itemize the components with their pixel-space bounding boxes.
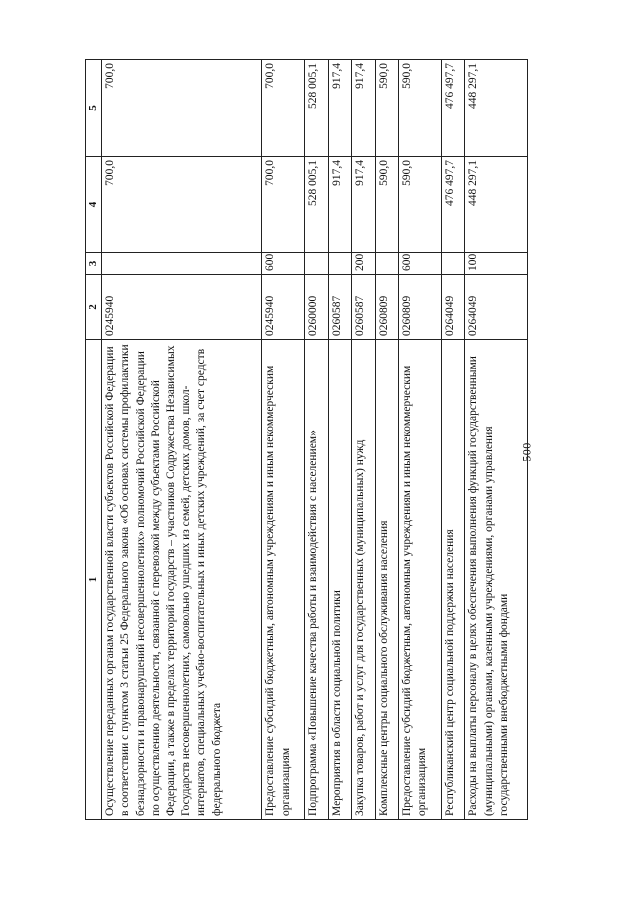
row-code: 0245940 <box>102 275 262 340</box>
row-code: 0245940 <box>262 275 305 340</box>
header-col-2: 2 <box>86 275 102 340</box>
budget-table-container <box>85 60 528 820</box>
page-number: 500 <box>519 442 534 462</box>
row-code: 0260809 <box>375 275 398 340</box>
row-col4: 448 297,1 <box>465 157 528 253</box>
row-code: 0260809 <box>399 275 442 340</box>
table-row <box>305 60 328 820</box>
table-row <box>262 60 305 820</box>
header-col-3: 3 <box>86 253 102 275</box>
row-col4: 700,0 <box>102 157 262 253</box>
row-kind: 100 <box>465 253 528 275</box>
row-kind <box>328 253 351 275</box>
row-col5: 590,0 <box>399 60 442 157</box>
row-name: Подпрограмма «Повышение качества работы и взаимодействия с населением» <box>305 340 328 820</box>
row-col4: 476 497,7 <box>442 157 465 253</box>
row-name: Закупка товаров, работ и услуг для государственных (муниципальных) нужд <box>352 340 375 820</box>
row-col5: 917,4 <box>352 60 375 157</box>
row-col5: 590,0 <box>375 60 398 157</box>
table-row <box>352 60 375 820</box>
table-row <box>465 60 528 820</box>
row-col5: 476 497,7 <box>442 60 465 157</box>
budget-table <box>85 59 528 820</box>
row-kind <box>305 253 328 275</box>
row-name: Комплексные центры социального обслуживания населения <box>375 340 398 820</box>
row-code: 0264049 <box>465 275 528 340</box>
row-name: Предоставление субсидий бюджетным, автономным учреждениям и иным некоммерческим организациям <box>262 340 305 820</box>
row-name: Расходы на выплаты персоналу в целях обеспечения выполнения функций государственными (муниципальными) органами, казенными учреждениями, органами управления государственными внебюджетными фондами <box>465 340 528 820</box>
header-col-4: 4 <box>86 157 102 253</box>
row-name: Осуществление переданных органам государственной власти субъектов Российской Федерации в соответствии с пунктом 3 статьи 25 Федерального закона «Об основах системы профилактики безнадзорности и правонарушений несовершеннолетних» полномочий Российской Федерации по осуществлению деятельности, связанной с перевозкой между субъектами Российской Федерации, а также в пределах территорий государств – участников Содружества Независимых Государств несовершеннолетних, самовольно ушедших из семей, детских домов, школ-интернатов, специальных учебно-воспитательных и иных детских учреждений, за счет средств федерального бюджета <box>102 340 262 820</box>
row-col5: 528 005,1 <box>305 60 328 157</box>
row-kind: 600 <box>399 253 442 275</box>
table-row <box>442 60 465 820</box>
row-col4: 590,0 <box>399 157 442 253</box>
row-kind: 600 <box>262 253 305 275</box>
header-col-1: 1 <box>86 340 102 820</box>
row-col4: 528 005,1 <box>305 157 328 253</box>
table-row <box>328 60 351 820</box>
row-col5: 700,0 <box>262 60 305 157</box>
row-name: Предоставление субсидий бюджетным, автономным учреждениям и иным некоммерческим организациям <box>399 340 442 820</box>
row-code: 0260000 <box>305 275 328 340</box>
row-col5: 917,4 <box>328 60 351 157</box>
row-col4: 917,4 <box>328 157 351 253</box>
row-code: 0260587 <box>352 275 375 340</box>
row-kind: 200 <box>352 253 375 275</box>
row-kind <box>102 253 262 275</box>
row-code: 0260587 <box>328 275 351 340</box>
row-col4: 917,4 <box>352 157 375 253</box>
row-name: Мероприятия в области социальной политики <box>328 340 351 820</box>
row-kind <box>442 253 465 275</box>
row-col5: 700,0 <box>102 60 262 157</box>
header-col-5: 5 <box>86 60 102 157</box>
table-row <box>102 60 262 820</box>
table-row <box>399 60 442 820</box>
row-code: 0264049 <box>442 275 465 340</box>
row-name: Республиканский центр социальной поддержки населения <box>442 340 465 820</box>
row-col5: 448 297,1 <box>465 60 528 157</box>
table-header-row <box>86 60 102 820</box>
row-col4: 700,0 <box>262 157 305 253</box>
table-row <box>375 60 398 820</box>
row-kind <box>375 253 398 275</box>
row-col4: 590,0 <box>375 157 398 253</box>
